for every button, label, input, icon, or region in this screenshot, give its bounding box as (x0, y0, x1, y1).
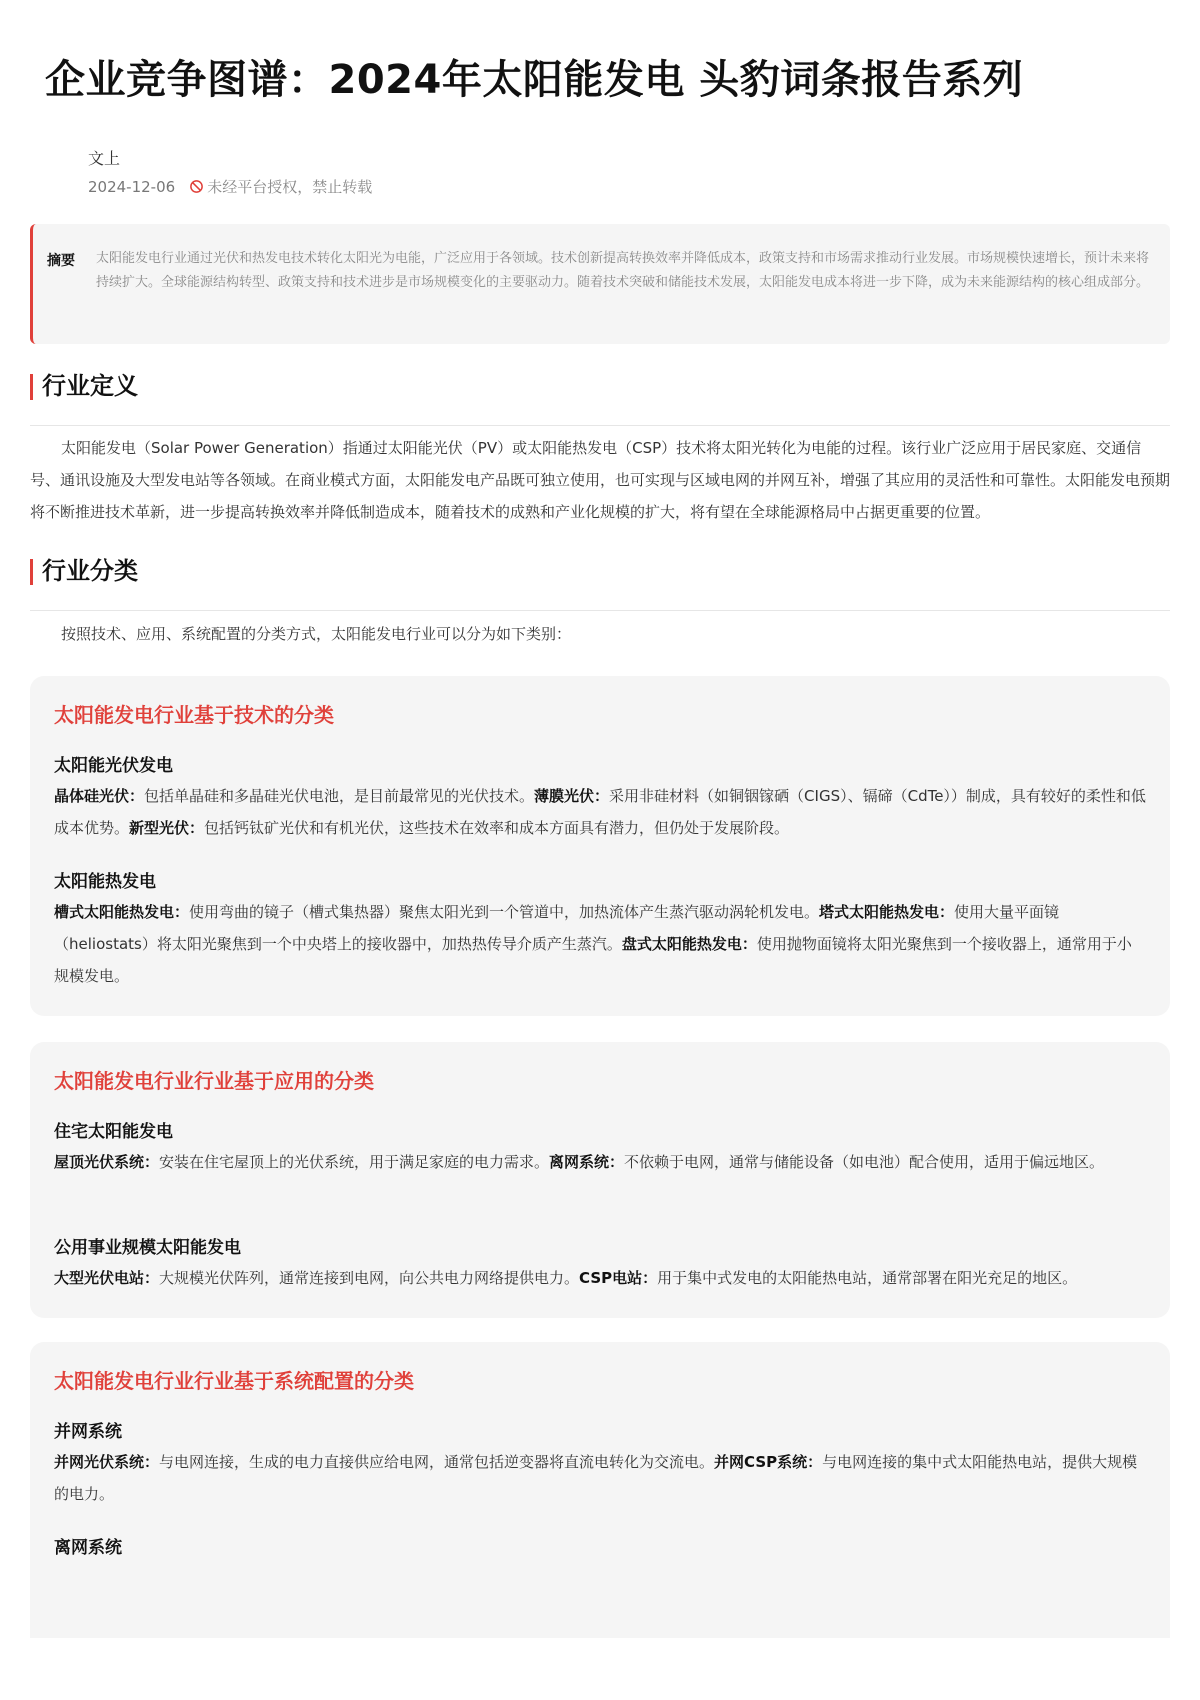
definition-paragraph: 太阳能发电（Solar Power Generation）指通过太阳能光伏（PV）或太阳能热发电（CSP）技术将太阳光转化为电能的过程。该行业广泛应用于居民家庭、交通信号、通讯设施及大型发电站等各领域。在商业模式方面，太阳能发电产品既可独立使用，也可实现与区域电网的并网互补，增强了其应用的灵活性和可靠性。太阳能发电预期将不断推进技术革新，进一步提高转换效率并降低制造成本，随着技术的成熟和产业化规模的扩大，将有望在全球能源格局中占据更重要的位置。 (30, 439, 1171, 521)
term-desc: 用于集中式发电的太阳能热电站，通常部署在阳光充足的地区。 (657, 1269, 1078, 1287)
term-label: 并网光伏系统： (54, 1453, 160, 1471)
abstract-box (30, 224, 1170, 344)
term-desc: 不依赖于电网，通常与储能设备（如电池）配合使用，适用于偏远地区。 (624, 1153, 1105, 1171)
classification-intro: 按照技术、应用、系统配置的分类方式，太阳能发电行业可以分为如下类别： (61, 625, 572, 643)
prohibited-icon (189, 179, 204, 194)
term-desc: 与电网连接，生成的电力直接供应给电网，通常包括逆变器将直流电转化为交流电。 (159, 1453, 715, 1471)
group-solar-thermal (54, 868, 1146, 992)
term-desc: 使用大量平面镜（heliostats）将太阳光聚焦到一个中央塔上的接收器中，加热热传导介质产生蒸汽。 (54, 903, 1060, 953)
group-body (54, 1146, 1146, 1178)
section-heading-definition (30, 368, 1170, 426)
group-title: 公用事业规模太阳能发电 (54, 1238, 241, 1258)
card-title: 太阳能发电行业基于技术的分类 (54, 703, 334, 727)
group-title: 离网系统 (54, 1538, 122, 1558)
term-desc: 大规模光伏阵列，通常连接到电网，向公共电力网络提供电力。 (159, 1269, 580, 1287)
group-off-grid (54, 1534, 1146, 1562)
term-label: 槽式太阳能热发电： (54, 903, 190, 921)
group-photovoltaic (54, 752, 1146, 844)
term-label: 新型光伏： (129, 819, 205, 837)
term-label: 盘式太阳能热发电： (621, 935, 757, 953)
heading-accent-bar (30, 559, 33, 585)
group-title: 太阳能光伏发电 (54, 756, 173, 776)
section-heading-label: 行业定义 (42, 372, 138, 400)
term-desc: 包括钙钛矿光伏和有机光伏，这些技术在效率和成本方面具有潜力，但仍处于发展阶段。 (204, 819, 790, 837)
group-body (54, 1446, 1146, 1510)
classification-card-system-config (30, 1342, 1170, 1638)
term-label: 离网系统： (549, 1153, 625, 1171)
group-title: 并网系统 (54, 1422, 122, 1442)
group-residential (54, 1118, 1146, 1178)
term-label: 晶体硅光伏： (54, 787, 145, 805)
term-desc: 包括单晶硅和多晶硅光伏电池，是目前最常见的光伏技术。 (144, 787, 535, 805)
card-title: 太阳能发电行业行业基于应用的分类 (54, 1069, 374, 1093)
term-desc: 使用弯曲的镜子（槽式集热器）聚焦太阳光到一个管道中，加热流体产生蒸汽驱动涡轮机发电。 (189, 903, 820, 921)
card-title: 太阳能发电行业行业基于系统配置的分类 (54, 1369, 414, 1393)
group-body (54, 780, 1146, 844)
classification-card-application (30, 1042, 1170, 1318)
author-name: 文上 (88, 149, 121, 168)
page-title: 企业竞争图谱：2024年太阳能发电 头豹词条报告系列 (45, 57, 1024, 103)
term-desc: 与电网连接的集中式太阳能热电站，提供大规模的电力。 (54, 1453, 1138, 1503)
group-body (54, 896, 1146, 992)
section-heading-label: 行业分类 (42, 557, 138, 585)
group-grid-connected (54, 1418, 1146, 1510)
abstract-label: 摘要 (47, 253, 75, 269)
term-label: 大型光伏电站： (54, 1269, 160, 1287)
group-utility-scale (54, 1234, 1146, 1294)
publish-date: 2024-12-06 (88, 177, 176, 196)
classification-card-technology (30, 676, 1170, 1016)
copyright-notice: 未经平台授权，禁止转载 (207, 178, 373, 196)
term-desc: 采用非硅材料（如铜铟镓硒（CIGS）、镉碲（CdTe））制成，具有较好的柔性和低成本优势。 (54, 787, 1146, 837)
group-title: 住宅太阳能发电 (54, 1122, 173, 1142)
term-label: 并网CSP系统： (714, 1453, 823, 1471)
term-label: 屋顶光伏系统： (54, 1153, 160, 1171)
term-label: 薄膜光伏： (534, 787, 610, 805)
term-label: CSP电站： (579, 1269, 658, 1287)
heading-accent-bar (30, 374, 33, 400)
group-title: 太阳能热发电 (54, 872, 156, 892)
section-heading-classification (30, 553, 1170, 611)
publish-meta (88, 176, 372, 197)
term-label: 塔式太阳能热发电： (819, 903, 955, 921)
group-body (54, 1262, 1146, 1294)
abstract-text: 太阳能发电行业通过光伏和热发电技术转化太阳光为电能，广泛应用于各领域。技术创新提高转换效率并降低成本，政策支持和市场需求推动行业发展。市场规模快速增长，预计未来将持续扩大。全球能源结构转型、政策支持和技术进步是市场规模变化的主要驱动力。随着技术突破和储能技术发展，太阳能发电成本将进一步下降，成为未来能源结构的核心组成部分。 (96, 251, 1150, 290)
term-desc: 使用抛物面镜将太阳光聚焦到一个接收器上，通常用于小规模发电。 (54, 935, 1132, 985)
term-desc: 安装在住宅屋顶上的光伏系统，用于满足家庭的电力需求。 (159, 1153, 550, 1171)
